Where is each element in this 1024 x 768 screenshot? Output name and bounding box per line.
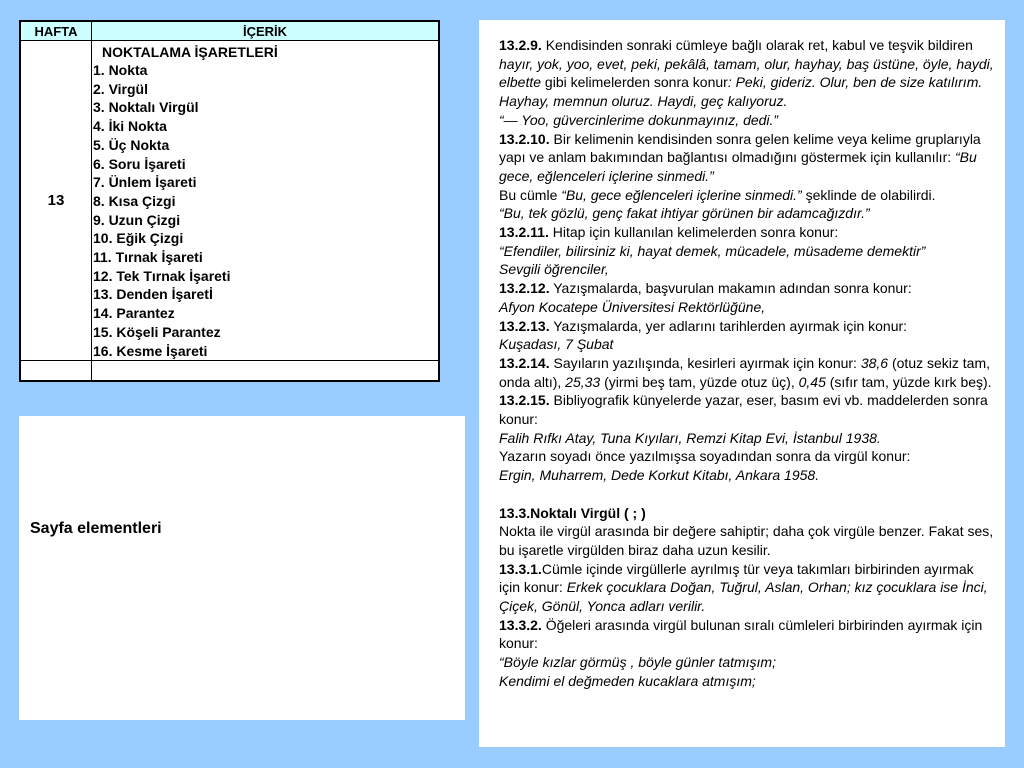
paragraph-13-2-9 (499, 36, 995, 111)
topic-item: 8. Kısa Çizgi (93, 192, 176, 209)
body-text: Yazışmalarda, yer adlarını tarihlerden ayırmak için konur: (549, 317, 908, 334)
section-number: 13.2.12. (499, 280, 550, 297)
example-text: “Bu gece, eğlenceleri içlerine sinmedi.” (499, 149, 977, 184)
paragraph-13-2-11 (499, 223, 995, 242)
example-text: Erkek çocuklara Doğan, Tuğrul, Aslan, Orhan; kız çocuklara ise İnci, Çiçek, Gönül, Yonca adları verilir. (499, 579, 988, 615)
example-text: Sevgili öğrenciler, (499, 261, 609, 278)
section-number: 13.2.15. (499, 392, 550, 409)
section-number: 13.2.14. (499, 354, 550, 371)
section-number: 13.2.9. (499, 37, 542, 53)
topic-item: 7. Ünlem İşareti (93, 174, 197, 191)
schedule-header-row (21, 22, 439, 41)
body-text: Bibliyografik künyelerde yazar, eser, basım evi vb. maddelerden sonra konur: (499, 392, 988, 428)
example-text: hayır, yok, yoo, evet, peki, pekâlâ, tamam, olur, hayhay, baş üstüne, öyle, haydi, elbette (499, 55, 994, 91)
text-panel (479, 20, 1005, 747)
paragraph-13-2-12 (499, 279, 995, 298)
example-text: Kuşadası, 7 Şubat (499, 336, 614, 353)
example-line (499, 466, 995, 485)
body-text: Kendisinden sonraki cümleye bağlı olarak ret, kabul ve teşvik bildiren (541, 37, 973, 53)
example-line (499, 111, 995, 130)
paragraph-13-2-10 (499, 130, 995, 186)
body-text: Nokta ile virgül arasında bir değere sahiptir; daha çok virgüle benzer. Fakat ses, bu işaretle virgülden biraz daha uzun kesilir. (499, 523, 994, 558)
topic-item: 10. Eğik Çizgi (93, 230, 184, 247)
topic-item: 6. Soru İşareti (93, 155, 186, 172)
example-line (499, 204, 995, 223)
topic-item: 1. Nokta (93, 62, 148, 78)
section-heading (499, 504, 995, 523)
body-text: (sıfır tam, yüzde kırk beş). (825, 373, 992, 390)
example-line (499, 429, 995, 448)
body-text: (otuz sekiz tam, onda altı), (499, 354, 991, 390)
spacer (499, 485, 995, 504)
page-elements-label: Sayfa elementleri (30, 520, 162, 537)
paragraph-13-2-14 (499, 354, 995, 391)
body-text: gibi kelimelerden sonra konur (541, 74, 728, 91)
empty-cell (92, 361, 439, 381)
topic-item: 5. Üç Nokta (93, 136, 170, 153)
page-elements-panel (19, 416, 465, 720)
section-number: 13.2.11. (499, 224, 549, 241)
body-text: Cümle içinde virgüllerle ayrılmış tür veya takımları birbirinden ayırmak için konur: (499, 560, 974, 596)
example-line (499, 672, 995, 691)
example-text: : Peki, gideriz. Olur, ben de size katılırım. Hayhay, memnun oluruz. Haydi, geç kalıyoruz. (499, 74, 983, 110)
body-text: Hitap için kullanılan kelimelerden sonra konur: (548, 224, 839, 241)
paragraph-13-2-13 (499, 317, 995, 336)
body-text: şeklinde de olabilirdi. (801, 186, 936, 203)
body-text: Yazarın soyadı önce yazılmışsa soyadından sonra da virgül konur: (499, 448, 911, 465)
example-text: Afyon Kocatepe Üniversitesi Rektörlüğüne, (499, 298, 766, 315)
example-text: “Bu, tek gözlü, genç fakat ihtiyar görünen bir adamcağızdır.” (499, 205, 870, 222)
section-number: 13.2.13. (499, 317, 550, 334)
header-content: İÇERİK (92, 22, 439, 41)
schedule-grid (20, 21, 439, 381)
week-number: 13 (21, 41, 92, 361)
body-line (499, 522, 995, 559)
topic-item: 11. Tırnak İşareti (93, 249, 203, 266)
body-text: Yazışmalarda, başvurulan makamın adından sonra konur: (549, 280, 912, 297)
body-line (499, 186, 995, 205)
topic-item: 3. Noktalı Virgül (93, 99, 199, 116)
topic-item: 15. Köşeli Parantez (93, 323, 221, 340)
topic-item: 9. Uzun Çizgi (93, 211, 181, 228)
example-line (499, 335, 995, 354)
topic-item: 4. İki Nokta (93, 118, 167, 135)
example-text: 0,45 (798, 373, 826, 390)
section-number: 13.3.2. (499, 616, 542, 633)
topic-item: 13. Denden İşaretİ (93, 286, 213, 303)
example-text: Falih Rıfkı Atay, Tuna Kıyıları, Remzi Kitap Evi, İstanbul 1938. (499, 429, 881, 446)
body-text: Öğeleri arasında virgül bulunan sıralı cümleleri birbirinden ayırmak için konur: (499, 616, 983, 652)
section-number: 13.2.10. (499, 130, 550, 147)
topic-item: 16. Kesme İşareti (93, 342, 208, 359)
section-number: 13.3.1. (499, 560, 542, 577)
example-text: “Böyle kızlar görmüş , böyle günler tatmışım; (499, 654, 776, 671)
paragraph-13-3-2 (499, 616, 995, 653)
example-line (499, 242, 995, 261)
content-title: NOKTALAMA İŞARETLERİ (102, 44, 278, 60)
section-heading-text: 13.3.Noktalı Virgül ( ; ) (499, 504, 646, 521)
content-cell (92, 41, 439, 361)
topic-item: 2. Virgül (93, 80, 148, 97)
example-line (499, 298, 995, 317)
body-text: Bir kelimenin kendisinden sonra gelen kelime veya kelime gruplarıyla yapı ve anlam bakımından bağlantısı olmadığını göstermek için kullanılır: (499, 130, 981, 166)
example-text: 25,33 (565, 373, 601, 390)
example-text: Kendimi el değmeden kucaklara atmışım; (499, 672, 756, 689)
body-line (499, 447, 995, 466)
example-line (499, 653, 995, 672)
header-week: HAFTA (21, 22, 92, 41)
body-text: Bu cümle (499, 186, 562, 203)
example-text: “Bu, gece eğlenceleri içlerine sinmedi.” (561, 186, 802, 203)
paragraph-13-2-15 (499, 391, 995, 428)
body-text: Sayıların yazılışında, kesirleri ayırmak için konur: (549, 354, 861, 371)
schedule-row (21, 41, 439, 361)
example-text: “— Yoo, güvercinlerime dokunmayınız, dedi.” (499, 111, 779, 128)
body-text: (yirmi beş tam, yüzde otuz üç), (600, 373, 799, 390)
example-line (499, 260, 995, 279)
topic-item: 12. Tek Tırnak İşareti (93, 267, 231, 284)
empty-cell (21, 361, 92, 381)
example-text: Ergin, Muharrem, Dede Korkut Kitabı, Ankara 1958. (499, 467, 820, 484)
topic-item: 14. Parantez (93, 305, 175, 322)
paragraph-13-3-1 (499, 560, 995, 616)
topic-list (93, 61, 438, 360)
empty-row (21, 361, 439, 381)
example-text: 38,6 (860, 354, 889, 371)
schedule-table (19, 20, 440, 382)
example-text: “Efendiler, bilirsiniz ki, hayat demek, mücadele, müsademe demektir” (499, 242, 926, 259)
